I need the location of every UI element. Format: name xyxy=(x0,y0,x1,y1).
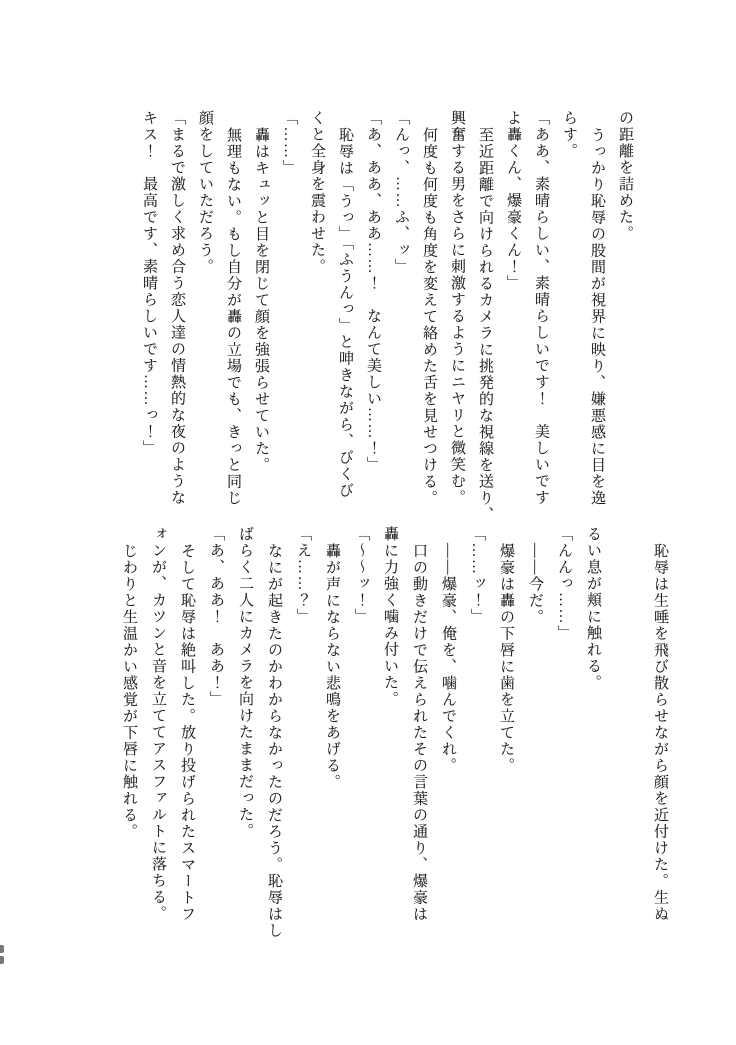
text-line: の距離を詰めた。 xyxy=(617,110,633,242)
text-line: 顔をしていただろう。 xyxy=(197,110,213,275)
text-line: 「んっ、……ふ、ッ」 xyxy=(393,110,409,275)
text-line: ――爆豪、俺を、噛んでくれ。 xyxy=(440,543,456,774)
text-line: 恥辱は生唾を飛び散らせながら顔を近付けた。生ぬ xyxy=(652,543,668,923)
text-line: なにが起きたのかわからなかったのだろう。恥辱はし xyxy=(266,543,282,939)
text-line: 「まるで激しく求め合う恋人達の情熱的な夜のような xyxy=(169,110,185,506)
text-line: 轟が声にならない悲鳴をあげる。 xyxy=(324,543,340,791)
vertical-text-block-bottom xyxy=(114,526,674,952)
text-line: うっかり恥辱の股間が視界に映り、嫌悪感に目を逸 xyxy=(589,127,605,507)
text-line: 何度も何度も角度を変えて絡めた舌を見せつける。 xyxy=(421,127,437,507)
vertical-text-block-top xyxy=(137,110,639,523)
text-line: 「……」 xyxy=(281,110,297,176)
text-line: らす。 xyxy=(561,110,577,160)
text-line: 至近距離で向けられるカメラに挑発的な視線を送り、 xyxy=(477,127,493,523)
text-line: じわりと生温かい感覚が下唇に触れる。 xyxy=(121,543,137,840)
text-line: 轟はキュッと目を閉じて顔を強張らせていた。 xyxy=(253,127,269,474)
text-line: 爆豪は轟の下唇に歯を立てた。 xyxy=(498,543,514,774)
text-line: 口の動きだけで伝えられたその言葉の通り、爆豪は xyxy=(411,543,427,923)
text-line: 「あ、ああ！ ああ！」 xyxy=(208,526,224,708)
text-line: るい息が頬に触れる。 xyxy=(585,526,601,691)
text-line: ォンが、カツンと音を立ててアスファルトに落ちる。 xyxy=(150,526,166,922)
text-line: ばらく二人にカメラを向けたままだった。 xyxy=(237,526,253,840)
text-line: そして恥辱は絶叫した。放り投げられたスマートフ xyxy=(179,543,195,923)
text-line: 「んんっ……」 xyxy=(556,526,572,642)
text-line: 「ああ、素晴らしい、素晴らしいです！ 美しいです xyxy=(533,110,549,506)
text-line: 「え……？」 xyxy=(295,526,311,625)
text-line: よ轟くん、爆豪くん！」 xyxy=(505,110,521,292)
text-line: 「……ッ！」 xyxy=(469,526,485,625)
text-line: くと全身を震わせた。 xyxy=(309,110,325,275)
text-line: ――今だ。 xyxy=(527,543,543,626)
page-number-mark-icon xyxy=(0,945,4,953)
text-line: キス！ 最高です、素晴らしいです……っ！」 xyxy=(141,110,157,457)
text-line: 無理もない。もし自分が轟の立場でも、きっと同じ xyxy=(225,127,241,507)
page-number-partial xyxy=(0,942,6,976)
text-line: 轟に力強く噛み付いた。 xyxy=(382,526,398,708)
text-line: 「〜〜ッ！」 xyxy=(353,526,369,625)
text-line: 興奮する男をさらに刺激するようにニヤリと微笑む。 xyxy=(449,110,465,506)
page-number-mark-icon xyxy=(0,956,4,964)
text-line: 「あ、ああ、ああ……！ なんて美しい……！」 xyxy=(365,110,381,473)
text-line: 恥辱は「うっ」「ふうんっ」と呻きながら、びくび xyxy=(337,127,353,499)
